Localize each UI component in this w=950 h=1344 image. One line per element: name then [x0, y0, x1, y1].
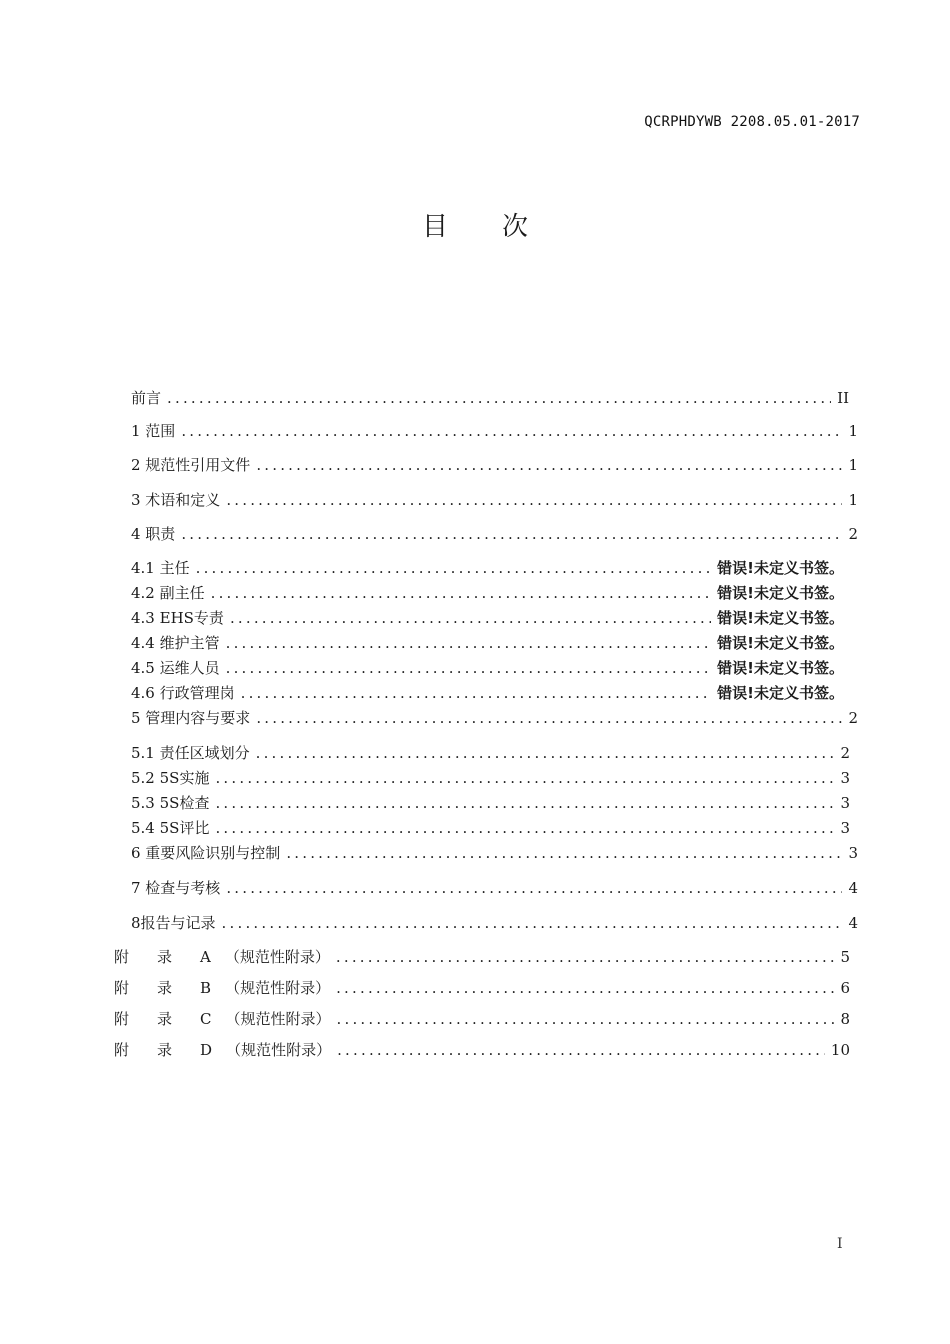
appendix-label: 附 录 D （规范性附录） [114, 1041, 332, 1059]
toc-entry-4-5[interactable] [131, 658, 844, 678]
toc-page-number: 4 [848, 879, 858, 897]
toc-entry-label: 3 术语和定义 [131, 491, 221, 509]
toc-entry-1[interactable] [131, 421, 858, 441]
toc-page-number: 2 [840, 744, 850, 762]
toc-leader-dots [181, 524, 842, 544]
toc-page-number: 2 [848, 709, 858, 727]
toc-leader-dots [256, 708, 842, 728]
toc-leader-dots [226, 878, 842, 898]
toc-entry-5-4[interactable] [131, 818, 850, 838]
toc-leader-dots [336, 947, 835, 967]
toc-entry-label: 4.5 运维人员 [131, 659, 220, 677]
toc-bookmark-error: 错误!未定义书签。 [717, 609, 844, 627]
toc-leader-dots [286, 843, 842, 863]
toc-entry-label: 2 规范性引用文件 [131, 456, 251, 474]
toc-page-number: 10 [830, 1041, 850, 1059]
toc-leader-dots [337, 1040, 825, 1060]
toc-bookmark-error: 错误!未定义书签。 [717, 634, 844, 652]
toc-page-number: 3 [840, 794, 850, 812]
toc-leader-dots [256, 455, 842, 475]
toc-page-number: 4 [848, 914, 858, 932]
toc-page-number: 3 [848, 844, 858, 862]
toc-leader-dots [167, 388, 831, 408]
toc-entry-5-1[interactable] [131, 743, 850, 763]
toc-appendix-c[interactable] [114, 1009, 850, 1029]
toc-leader-dots [215, 793, 834, 813]
toc-leader-dots [215, 768, 834, 788]
toc-leader-dots [226, 633, 712, 653]
toc-entry-label: 7 检查与考核 [131, 879, 221, 897]
toc-leader-dots [196, 558, 712, 578]
toc-page-number: 2 [848, 525, 858, 543]
toc-entry-label: 5.2 5S实施 [131, 769, 210, 787]
toc-appendix-b[interactable] [114, 978, 850, 998]
toc-page-number: II [837, 389, 849, 407]
toc-entry-4[interactable] [131, 524, 858, 544]
appendix-label: 附 录 B （规范性附录） [114, 979, 331, 997]
toc-entry-label: 前言 [131, 389, 162, 407]
toc-entry-3[interactable] [131, 490, 858, 510]
toc-entry-label: 6 重要风险识别与控制 [131, 844, 281, 862]
toc-page-number: 8 [840, 1010, 850, 1028]
toc-leader-dots [215, 818, 834, 838]
toc-entry-label: 4.4 维护主管 [131, 634, 220, 652]
toc-entry-5[interactable] [131, 708, 858, 728]
toc-entry-4-6[interactable] [131, 683, 844, 703]
toc-entry-label: 1 范围 [131, 422, 176, 440]
page-footer-number: I [837, 1236, 843, 1252]
toc-entry-label: 5.4 5S评比 [131, 819, 210, 837]
toc-page-number: 1 [848, 456, 858, 474]
toc-entry-label: 4.1 主任 [131, 559, 190, 577]
toc-page-number: 6 [840, 979, 850, 997]
toc-entry-4-2[interactable] [131, 583, 844, 603]
toc-leader-dots [226, 490, 842, 510]
toc-entry-7[interactable] [131, 878, 858, 898]
appendix-label: 附 录 A （规范性附录） [114, 948, 330, 966]
toc-page-number: 1 [848, 491, 858, 509]
toc-entry-label: 5.1 责任区域划分 [131, 744, 250, 762]
toc-entry-8[interactable] [131, 913, 858, 933]
toc-entry-label: 5.3 5S检查 [131, 794, 210, 812]
toc-bookmark-error: 错误!未定义书签。 [717, 584, 844, 602]
toc-leader-dots [336, 978, 834, 998]
toc-entry-label: 8报告与记录 [131, 914, 216, 932]
toc-entry-6[interactable] [131, 843, 858, 863]
toc-bookmark-error: 错误!未定义书签。 [717, 659, 844, 677]
toc-entry-4-3[interactable] [131, 608, 844, 628]
toc-entry-5-3[interactable] [131, 793, 850, 813]
toc-leader-dots [337, 1009, 835, 1029]
toc-entry-preface[interactable] [131, 388, 849, 408]
toc-leader-dots [181, 421, 842, 441]
toc-bookmark-error: 错误!未定义书签。 [717, 684, 844, 702]
toc-page-number: 3 [840, 769, 850, 787]
toc-page-number: 5 [840, 948, 850, 966]
toc-entry-5-2[interactable] [131, 768, 850, 788]
toc-entry-2[interactable] [131, 455, 858, 475]
toc-leader-dots [222, 913, 843, 933]
toc-entry-label: 4.3 EHS专责 [131, 609, 224, 627]
toc-leader-dots [226, 658, 712, 678]
toc-bookmark-error: 错误!未定义书签。 [717, 559, 844, 577]
appendix-label: 附 录 C （规范性附录） [114, 1010, 331, 1028]
toc-appendix-d[interactable] [114, 1040, 850, 1060]
toc-entry-label: 4.2 副主任 [131, 584, 205, 602]
toc-leader-dots [256, 743, 835, 763]
toc-leader-dots [230, 608, 711, 628]
toc-entry-label: 5 管理内容与要求 [131, 709, 251, 727]
toc-entry-label: 4 职责 [131, 525, 176, 543]
document-code: QCRPHDYWB 2208.05.01-2017 [644, 114, 860, 130]
toc-leader-dots [211, 583, 712, 603]
title-char-1: 目 [421, 212, 448, 242]
page-title [0, 206, 950, 243]
toc-entry-label: 4.6 行政管理岗 [131, 684, 235, 702]
toc-page-number: 1 [848, 422, 858, 440]
toc-appendix-a[interactable] [114, 947, 850, 967]
toc-page-number: 3 [840, 819, 850, 837]
toc-entry-4-4[interactable] [131, 633, 844, 653]
title-char-2: 次 [502, 212, 529, 242]
toc-leader-dots [241, 683, 712, 703]
toc-entry-4-1[interactable] [131, 558, 844, 578]
